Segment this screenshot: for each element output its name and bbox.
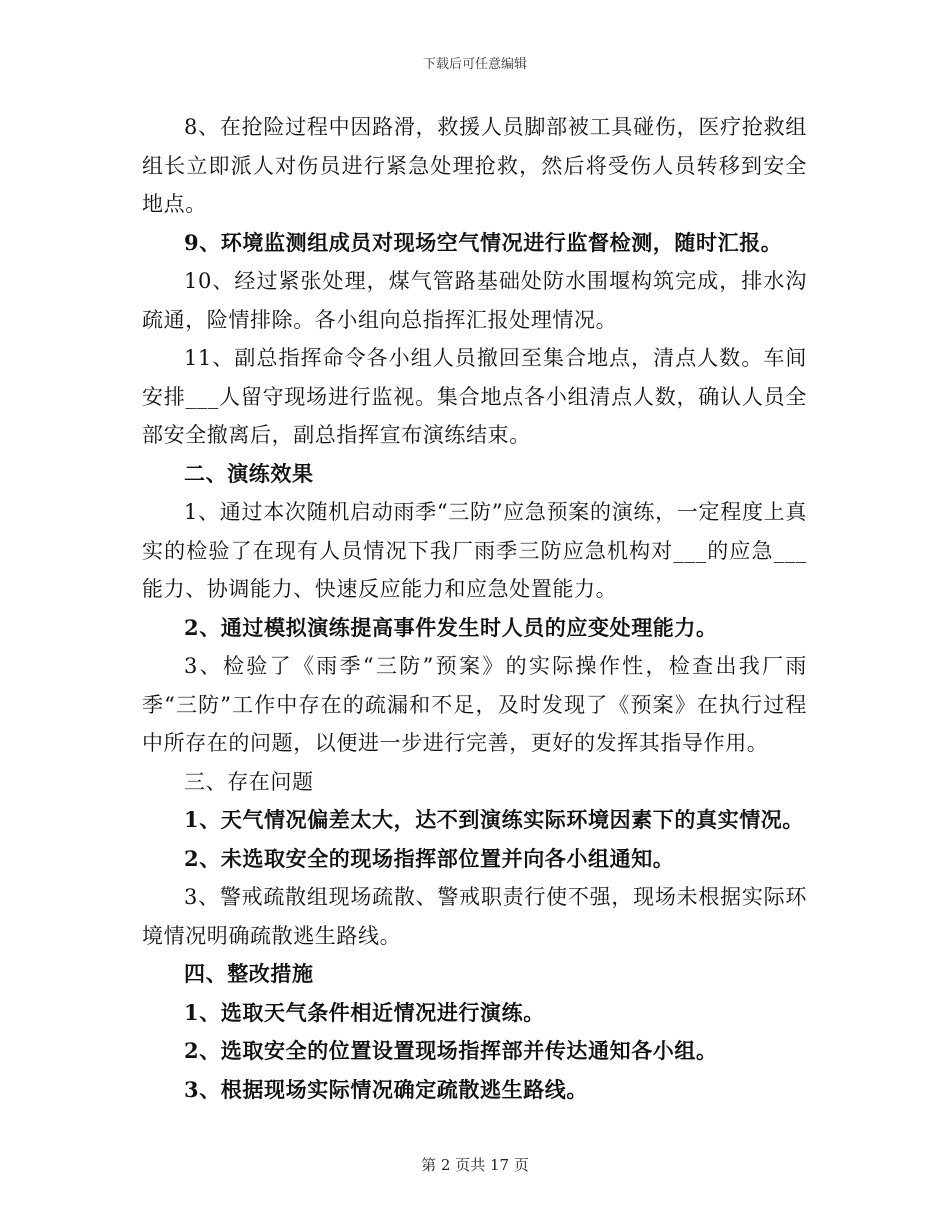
document-body — [142, 108, 807, 1109]
paragraph-measures-1: 1、选取天气条件相近情况进行演练。 — [184, 999, 545, 1025]
paragraph-item-10: 10、经过紧张处理，煤气管路基础处防水围堰构筑完成，排水沟疏通，险情排除。各小组向总指挥汇报处理情况。 — [142, 269, 807, 332]
paragraph-results-2: 2、通过模拟演练提高事件发生时人员的应变处理能力。 — [184, 614, 718, 640]
paragraph-problems-3: 3、警戒疏散组现场疏散、警戒职责行使不强，现场未根据实际环境情况明确疏散逃生路线。 — [142, 885, 807, 948]
paragraph-results-1: 1、通过本次随机启动雨季“三防”应急预案的演练，一定程度上真实的检验了在现有人员情况下我厂雨季三防应急机构对___的应急___能力、协调能力、快速反应能力和应急处置能力。 — [142, 500, 807, 601]
paragraph-measures-2: 2、选取安全的位置设置现场指挥部并传达通知各小组。 — [184, 1038, 718, 1063]
paragraph-item-8: 8、在抢险过程中因路滑，救援人员脚部被工具碰伤，医疗抢救组组长立即派人对伤员进行紧急处理抢救，然后将受伤人员转移到安全地点。 — [142, 115, 807, 216]
paragraph-item-9: 9、环境监测组成员对现场空气情况进行监督检测，随时汇报。 — [184, 229, 783, 255]
header-note: 下载后可任意编辑 — [422, 57, 527, 72]
paragraph-measures-3: 3、根据现场实际情况确定疏散逃生路线。 — [184, 1076, 589, 1102]
section-heading-problems: 三、存在问题 — [184, 769, 314, 794]
section-heading-drill-results: 二、演练效果 — [184, 460, 314, 486]
paragraph-problems-1: 1、天气情况偏差太大，达不到演练实际环境因素下的真实情况。 — [184, 807, 805, 832]
paragraph-results-3: 3、检验了《雨季“三防”预案》的实际操作性，检查出我厂雨季“三防”工作中存在的疏漏和不足，及时发现了《预案》在执行过程中所存在的问题，以便进一步进行完善，更好的发挥其指导作用。 — [142, 654, 807, 755]
page-number-footer: 第 2 页共 17 页 — [421, 1156, 529, 1174]
paragraph-item-11: 11、副总指挥命令各小组人员撤回至集合地点，清点人数。车间安排___人留守现场进行监视。集合地点各小组清点人数，确认人员全部安全撤离后，副总指挥宣布演练结束。 — [142, 346, 807, 447]
paragraph-problems-2: 2、未选取安全的现场指挥部位置并向各小组通知。 — [184, 845, 675, 871]
section-heading-corrective-measures: 四、整改措施 — [184, 961, 314, 986]
